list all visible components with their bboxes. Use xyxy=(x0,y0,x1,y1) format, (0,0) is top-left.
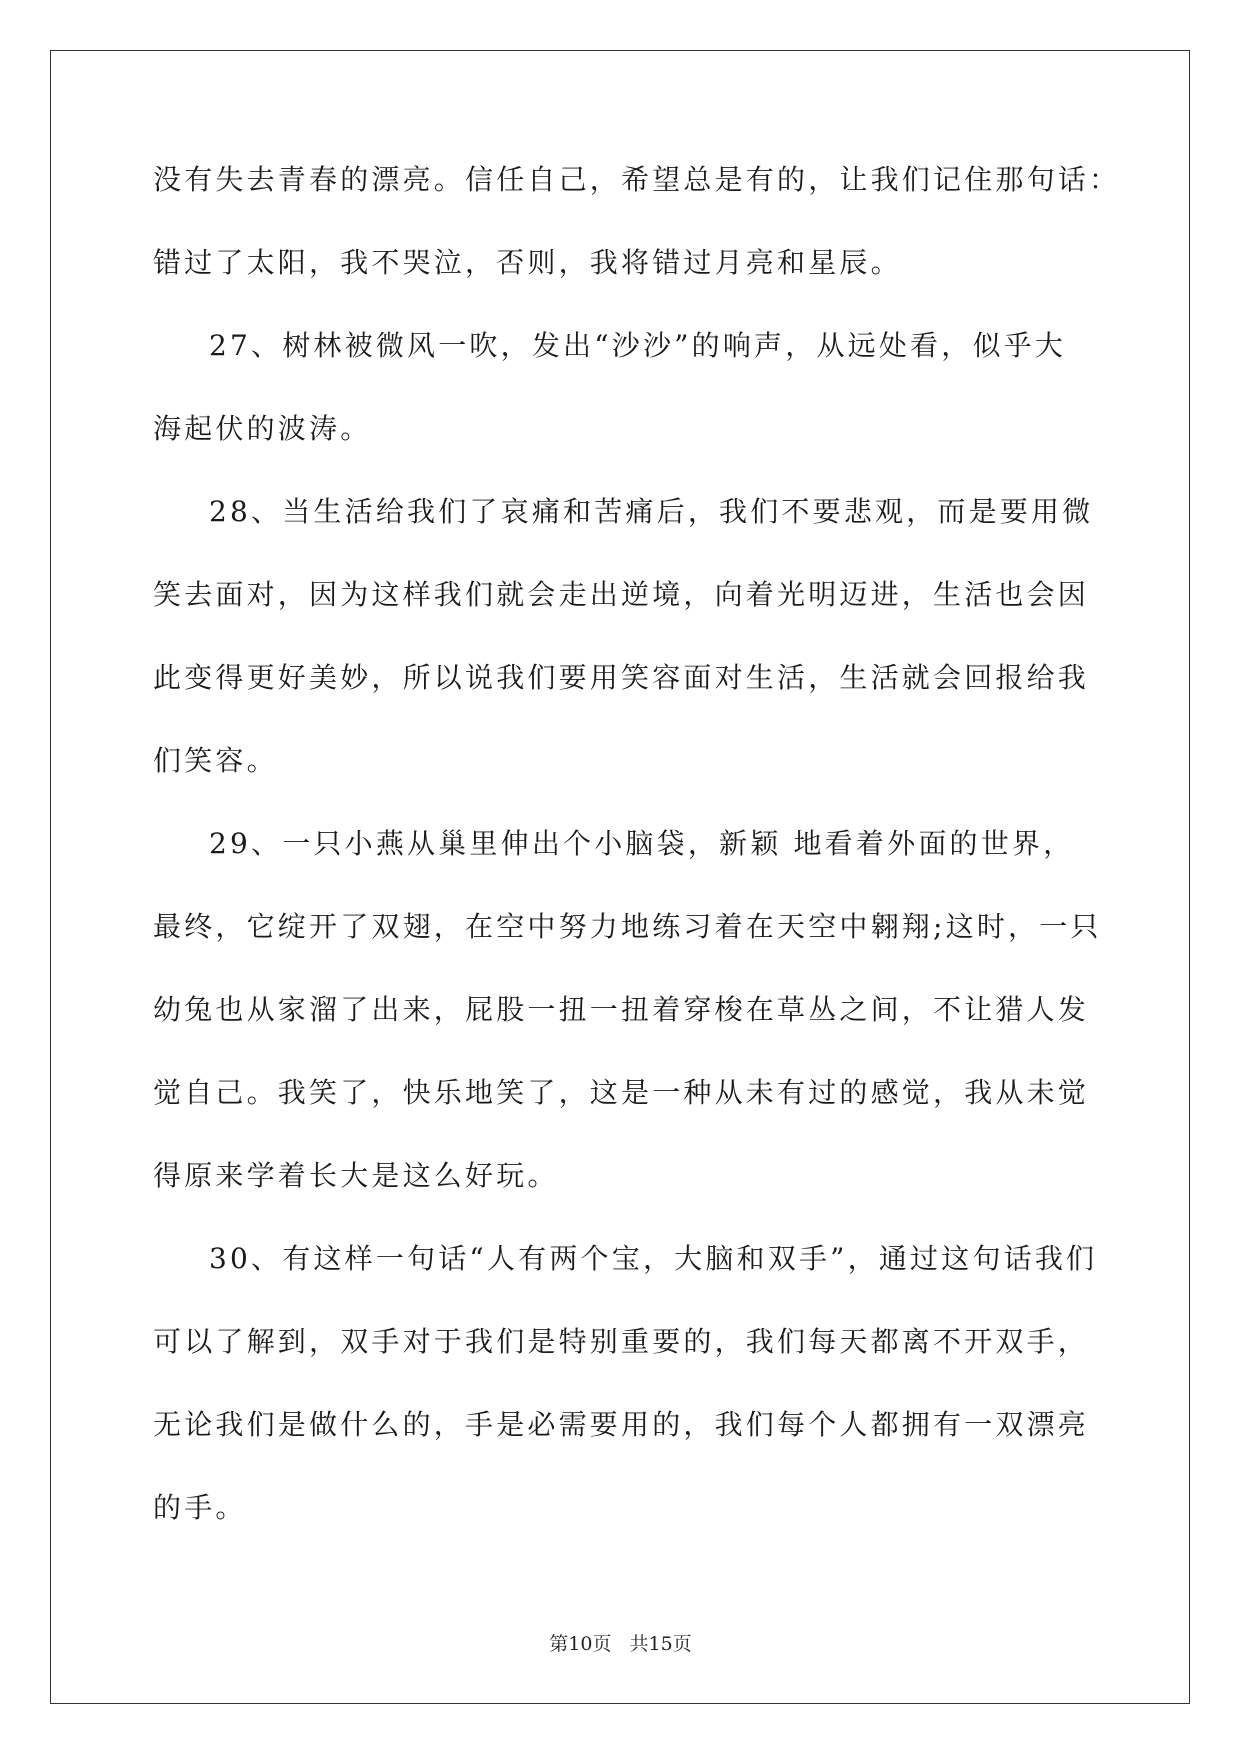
paragraph-29-start: 29、一只小燕从巢里伸出个小脑袋，新颖 地看着外面的世界， xyxy=(209,827,1075,860)
text-line: 没有失去青春的漂亮。信任自己，希望总是有的，让我们记住那句话： xyxy=(153,163,1121,196)
page-number-current: 第10页 xyxy=(549,1633,612,1655)
page-footer xyxy=(0,1632,1241,1656)
text-line: 此变得更好美妙，所以说我们要用笑容面对生活，生活就会回报给我 xyxy=(153,661,1090,694)
text-line: 错过了太阳，我不哭泣，否则，我将错过月亮和星辰。 xyxy=(153,246,902,279)
page-border xyxy=(50,50,1190,1704)
text-line: 无论我们是做什么的，手是必需要用的，我们每个人都拥有一双漂亮 xyxy=(153,1408,1090,1441)
page-number-total: 共15页 xyxy=(629,1633,692,1655)
text-line: 幼兔也从家溜了出来，屁股一扭一扭着穿梭在草丛之间，不让猎人发 xyxy=(153,993,1090,1026)
paragraph-30-start: 30、有这样一句话“人有两个宝，大脑和双手”，通过这句话我们 xyxy=(209,1242,1098,1275)
paragraph-27-start: 27、树林被微风一吹，发出“沙沙”的响声，从远处看，似乎大 xyxy=(209,329,1067,362)
text-line: 可以了解到，双手对于我们是特别重要的，我们每天都离不开双手， xyxy=(153,1325,1090,1358)
text-line: 的手。 xyxy=(153,1491,247,1524)
text-line: 觉自己。我笑了，快乐地笑了，这是一种从未有过的感觉，我从未觉 xyxy=(153,1076,1090,1109)
text-line: 最终，它绽开了双翅，在空中努力地练习着在天空中翱翔;这时，一只 xyxy=(153,910,1102,943)
text-line: 笑去面对，因为这样我们就会走出逆境，向着光明迈进，生活也会因 xyxy=(153,578,1090,611)
text-line: 们笑容。 xyxy=(153,744,278,777)
paragraph-28-start: 28、当生活给我们了哀痛和苦痛后，我们不要悲观，而是要用微 xyxy=(209,495,1094,528)
text-line: 得原来学着长大是这么好玩。 xyxy=(153,1159,559,1192)
text-line: 海起伏的波涛。 xyxy=(153,412,372,445)
